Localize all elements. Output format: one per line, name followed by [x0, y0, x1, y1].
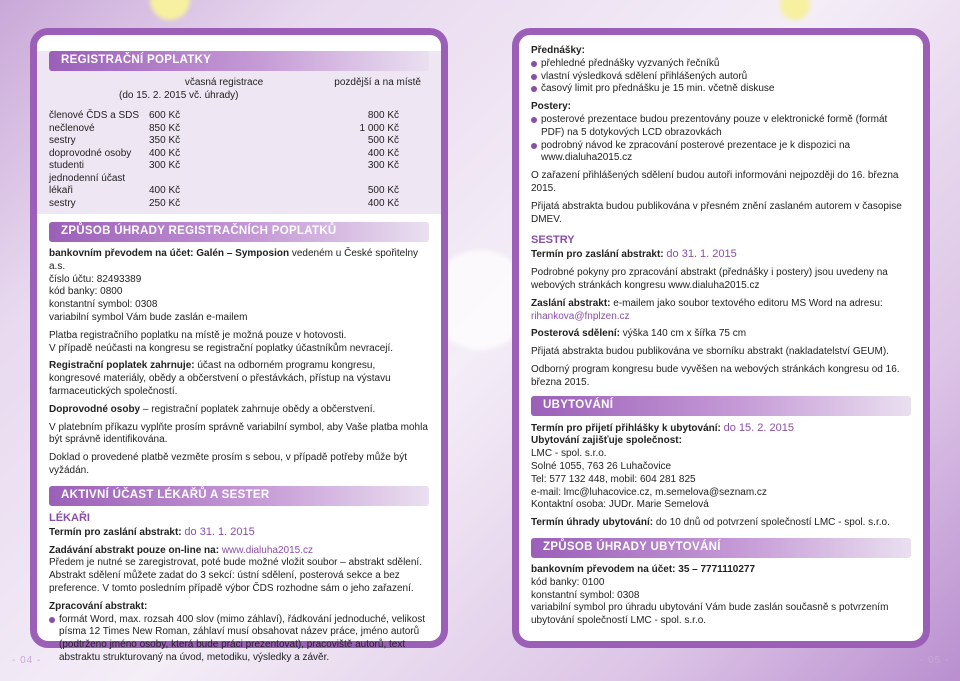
fee-row: lékaři 400 Kč 500 Kč [49, 185, 399, 196]
provider-line: Kontaktní osoba: JUDr. Marie Semelová [531, 499, 709, 511]
poster-size-label: Posterová sdělení: [531, 328, 620, 340]
right-page [512, 28, 930, 648]
submission-label: Zaslání abstrakt: [531, 297, 611, 309]
accommodation-bank-code: kód banky: 0100 [531, 576, 605, 588]
proceedings-note: Přijatá abstrakta budou publikována ve sborníku abstrakt (nakladatelství GEUM). [531, 346, 889, 358]
payment-note-refund: V případě neúčasti na kongresu se registrační poplatky účastníkům nevracejí. [49, 342, 394, 354]
page-number-right: - 05 - [920, 655, 950, 666]
fee-row: členové ČDS a SDS 600 Kč 800 Kč [49, 110, 399, 121]
deadline-date: do 31. 1. 2015 [184, 525, 255, 538]
payment-note-cash: Platba registračního poplatku na místě je možná pouze v hotovosti. [49, 329, 347, 341]
payment-title: ZPŮSOB ÚHRADY REGISTRAČNÍCH POPLATKŮ [61, 225, 337, 237]
constant-symbol: konstantní symbol: 0308 [49, 299, 158, 311]
companions-label: Doprovodné osoby [49, 403, 141, 415]
accommodation-variable-symbol: variabilní symbol pro úhradu ubytování Vám bude zaslán současně s potvrzením ubytování společností LMC - spol. s.r.o. [531, 602, 889, 627]
deadline-label: Termín pro zaslání abstrakt: [49, 526, 182, 538]
section-header-payment [49, 222, 429, 242]
fees-head-note: (do 15. 2. 2015 vč. úhrady) [119, 89, 239, 101]
section-header-accommodation-payment [531, 538, 911, 558]
fee-row: nečlenové 850 Kč 1 000 Kč [49, 122, 399, 134]
payment-instruction: V platebním příkazu vyplňte prosím správně variabilní symbol, aby Vaše platba mohla být správně identifikována. [49, 421, 428, 446]
background-glow [780, 0, 810, 20]
section-header-accommodation [531, 396, 911, 416]
account-number: číslo účtu: 82493389 [49, 273, 142, 285]
fee-row: studenti 300 Kč 300 Kč [49, 160, 399, 171]
online-label: Zadávání abstrakt pouze on-line na: [49, 544, 220, 556]
authors-notice: O zařazení přihlášených sdělení budou autoři informováni nejpozději do 16. března 2015. [531, 170, 899, 194]
provider-line: LMC - spol. s.r.o. [531, 448, 607, 460]
poster-size: výška 140 cm x šířka 75 cm [619, 328, 747, 340]
online-text: Předem je nutné se zaregistrovat, poté bude možné vložit soubor – abstrakt sdělení. Abstrakt sdělení můžete zadat do 3 sekcí: ústní sdělení, posterová sekce a bez preference. V tomto posledním případě výbor ČDS rozhodne sám o jeho zařazení. [49, 557, 422, 594]
online-url[interactable]: www.dialuha2015.cz [221, 544, 313, 556]
accommodation-payment-text: do 10 dnů od potvrzení společností LMC - spol. s.r.o. [653, 517, 890, 529]
fee-includes-label: Registrační poplatek zahrnuje: [49, 360, 195, 372]
payment-receipt-note: Doklad o provedené platbě vezměte prosím s sebou, v případě potřeby může být vyžádán. [49, 452, 407, 476]
accommodation-title: UBYTOVÁNÍ [543, 398, 614, 411]
fees-title: REGISTRAČNÍ POPLATKY [61, 54, 212, 66]
fee-row: sestry 250 Kč 400 Kč [49, 197, 399, 209]
posters-title: Postery: [531, 101, 572, 113]
accommodation-payment-label: Termín úhrady ubytování: [531, 517, 654, 529]
fees-head-late: pozdější a na místě [334, 77, 421, 88]
bank-code: kód banky: 0800 [49, 286, 123, 298]
accommodation-constant-symbol: konstantní symbol: 0308 [531, 589, 640, 601]
background-glow [150, 0, 190, 20]
section-header-fees [49, 51, 429, 71]
nurses-deadline-date: do 31. 1. 2015 [666, 248, 737, 261]
fees-head-early: včasná registrace [184, 77, 264, 88]
dmev-notice: Přijatá abstrakta budou publikována v přesném znění zaslaném autorem v časopise DMEV. [531, 200, 902, 225]
companions-text: – registrační poplatek zahrnuje obědy a občerstvení. [140, 403, 376, 415]
provider-line: Tel: 577 132 448, mobil: 604 281 825 [531, 473, 696, 485]
poster-item: podrobný návod ke zpracování posterové prezentace je k dispozici na www.dialuha2015.cz [531, 140, 911, 166]
processing-text: formát Word, max. rozsah 400 slov (mimo záhlaví), řádkování jednoduché, velikost písma 12 Times New Roman, záhlaví musí obsahovat název práce, jméno autorů (podtrženo jméno osoby, která bude práci prezentovat), pracoviště autorů, text abstraktu strukturovaný na úvod, metodiku, výsledky a závěr. [49, 614, 429, 665]
fee-row: doprovodné osoby 400 Kč 400 Kč [49, 147, 399, 159]
fee-row: sestry 350 Kč 500 Kč [49, 135, 399, 146]
submission-email[interactable]: rihankova@fnplzen.cz [531, 310, 630, 322]
provider-line: Solné 1055, 763 26 Luhačovice [531, 460, 672, 472]
accommodation-deadline-label: Termín pro přijetí přihlášky k ubytování: [531, 422, 721, 434]
provider-line: e-mail: lmc@luhacovice.cz, m.semelova@seznam.cz [531, 486, 767, 498]
accommodation-provider-label: Ubytování zajišťuje společnost: [531, 435, 682, 447]
poster-item: posterové prezentace budou prezentovány pouze v elektronické formě (formát PDF) na 5 dotykových LCD obrazovkách [531, 114, 911, 140]
accommodation-payment-title: ZPŮSOB ÚHRADY UBYTOVÁNÍ [543, 540, 721, 553]
active-title: AKTIVNÍ ÚČAST LÉKAŘŮ A SESTER [61, 488, 270, 501]
lectures-title: Přednášky: [531, 45, 585, 56]
variable-symbol: variabilní symbol Vám bude zaslán e-mailem [49, 311, 248, 323]
lecture-item: časový limit pro přednášku je 15 min. včetně diskuse [531, 83, 911, 96]
nurses-guidelines: Podrobné pokyny pro zpracování abstrakt (přednášky i postery) jsou uvedeny na webových stránkách kongresu www.dialuha2015.cz [531, 267, 888, 291]
fee-includes-text: účast na odborném programu kongresu, kongresové materiály, obědy a občerstvení o přestávkách, přístup na výstavu farmaceutických společností. [49, 360, 391, 397]
fee-row: jednodenní účast [49, 172, 126, 184]
processing-title: Zpracování abstrakt: [49, 600, 148, 612]
accommodation-account: bankovním převodem na účet: 35 – 7771110277 [531, 563, 756, 575]
nurses-heading: SESTRY [531, 234, 575, 247]
lecture-item: vlastní výsledková sdělení přihlášených autorů [531, 71, 911, 84]
doctors-heading: LÉKAŘI [49, 511, 90, 524]
page-number-left: - 04 - [12, 655, 42, 666]
left-page [30, 28, 448, 663]
nurses-deadline-label: Termín pro zaslání abstrakt: [531, 249, 664, 261]
accommodation-deadline-date: do 15. 2. 2015 [723, 421, 794, 434]
lecture-item: přehledné přednášky vyzvaných řečníků [531, 58, 911, 71]
fees-table [49, 77, 429, 210]
program-note: Odborný program kongresu bude vyvěšen na webových stránkách kongresu od 16. března 2015. [531, 363, 900, 388]
submission-text: e-mailem jako soubor textového editoru MS Word na adresu: [610, 297, 883, 309]
section-header-active [49, 486, 429, 506]
payment-bank: vedeném u České spořitelny a.s. [49, 248, 419, 272]
payment-account-label: bankovním převodem na účet: Galén – Symposion [49, 248, 290, 259]
